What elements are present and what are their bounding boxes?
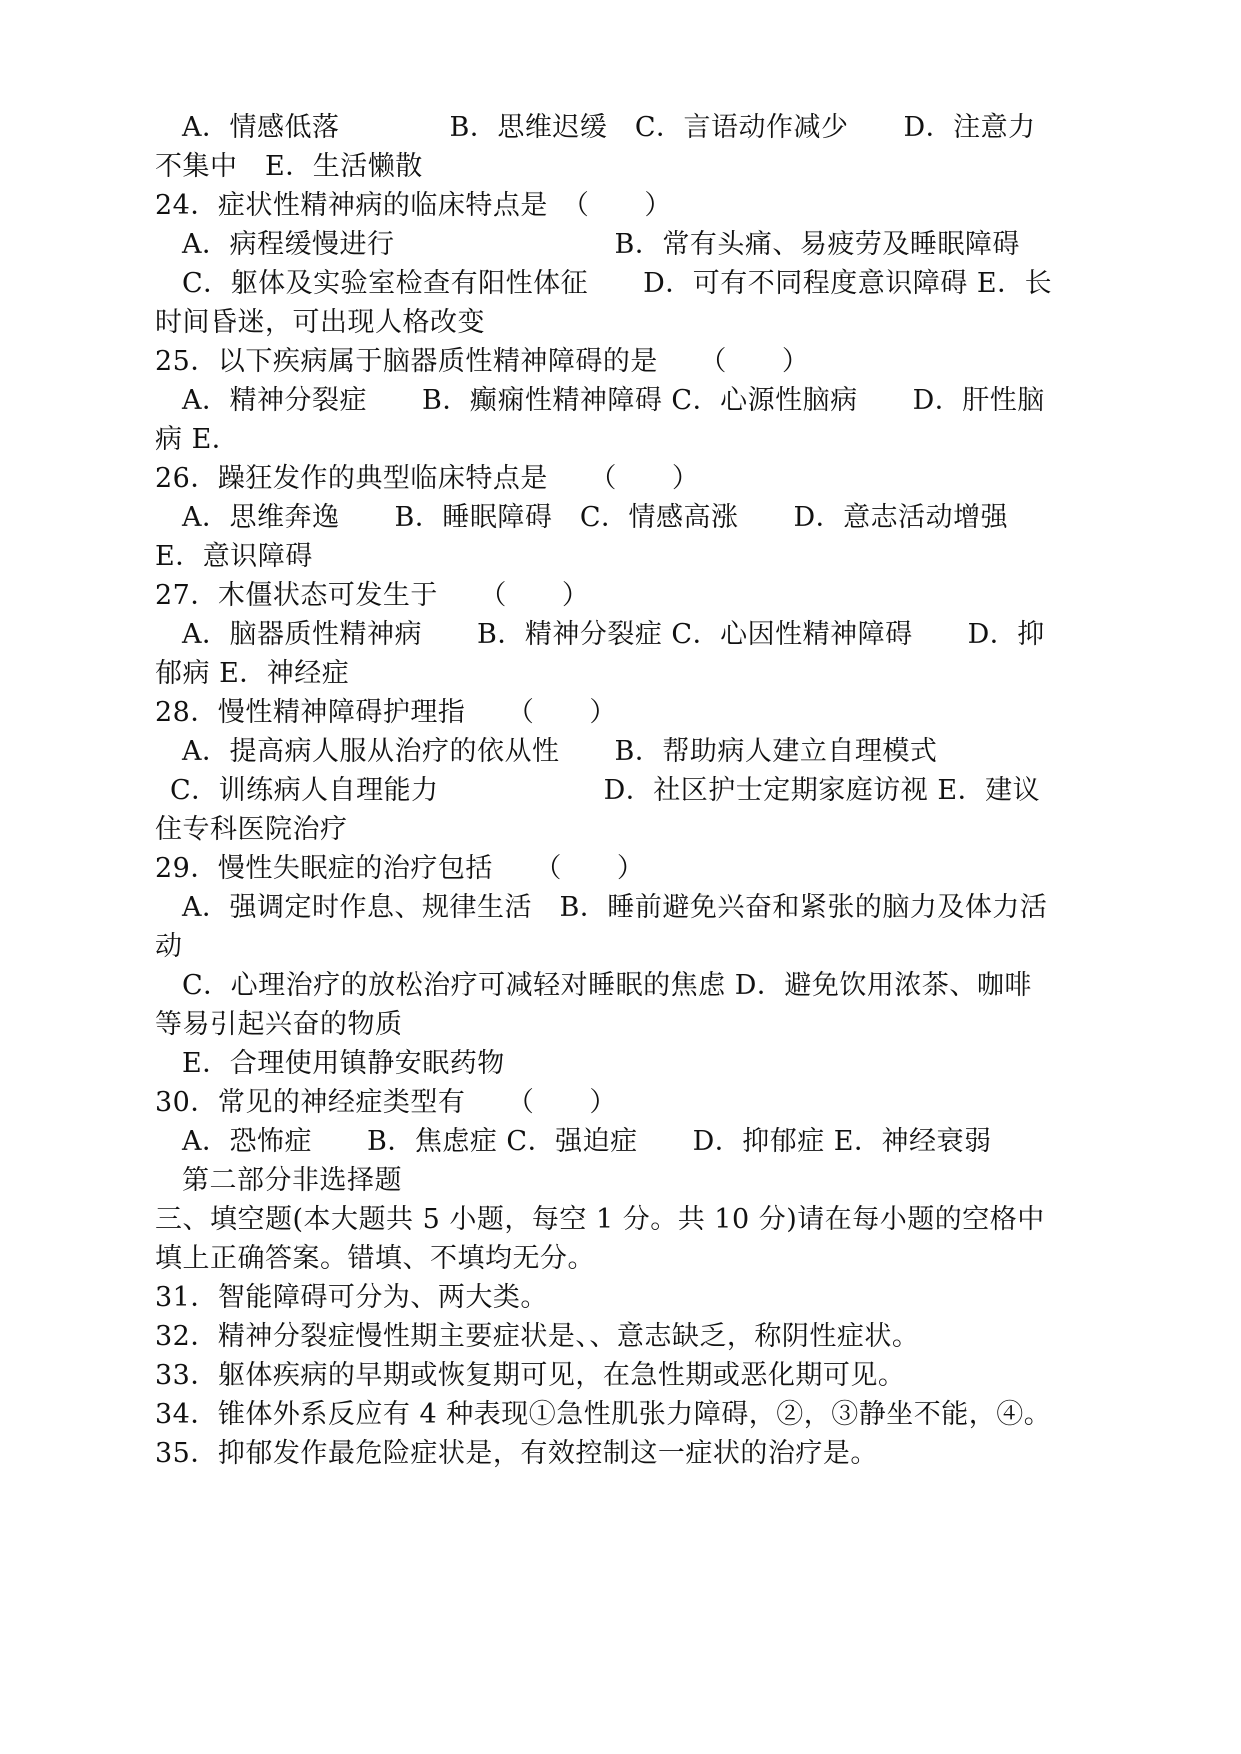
option-line: 病 E．	[155, 424, 240, 455]
section-heading: 第二部分非选择题	[182, 1165, 402, 1196]
section-instructions: 三、填空题(本大题共 5 小题，每空 1 分。共 10 分)请在每小题的空格中	[155, 1204, 1045, 1235]
question-32: 32．精神分裂症慢性期主要症状是、、意志缺乏，称阴性症状。	[155, 1321, 920, 1352]
option-line: 等易引起兴奋的物质	[155, 1009, 403, 1040]
option-line: A．强调定时作息、规律生活 B．睡前避免兴奋和紧张的脑力及体力活	[182, 892, 1048, 923]
question-29: 29．慢性失眠症的治疗包括 （ ）	[155, 853, 645, 884]
question-24: 24．症状性精神病的临床特点是 （ ）	[155, 190, 672, 221]
option-line: E．合理使用镇静安眠药物	[182, 1048, 505, 1079]
question-28: 28．慢性精神障碍护理指 （ ）	[155, 697, 617, 728]
option-line: E．意识障碍	[155, 541, 313, 572]
question-27: 27．木僵状态可发生于 （ ）	[155, 580, 590, 611]
option-line: C．心理治疗的放松治疗可减轻对睡眠的焦虑 D．避免饮用浓茶、咖啡	[182, 970, 1032, 1001]
question-26: 26．躁狂发作的典型临床特点是 （ ）	[155, 463, 700, 494]
question-34: 34．锥体外系反应有 4 种表现①急性肌张力障碍，②，③静坐不能，④。	[155, 1399, 1052, 1430]
question-33: 33．躯体疾病的早期或恢复期可见，在急性期或恶化期可见。	[155, 1360, 906, 1391]
option-line: A．病程缓慢进行 B．常有头痛、易疲劳及睡眠障碍	[182, 229, 1020, 260]
option-line: 动	[155, 931, 183, 962]
question-35: 35．抑郁发作最危险症状是，有效控制这一症状的治疗是。	[155, 1438, 878, 1469]
option-line: 郁病 E．神经症	[155, 658, 350, 689]
option-line: A．提高病人服从治疗的依从性 B．帮助病人建立自理模式	[182, 736, 938, 767]
question-30: 30．常见的神经症类型有 （ ）	[155, 1087, 617, 1118]
question-25: 25．以下疾病属于脑器质性精神障碍的是 （ ）	[155, 346, 810, 377]
section-instructions: 填上正确答案。错填、不填均无分。	[155, 1243, 595, 1274]
option-line: 不集中 E．生活懒散	[155, 151, 423, 182]
option-line: 住专科医院治疗	[155, 814, 348, 845]
option-line: C．躯体及实验室检查有阳性体征 D．可有不同程度意识障碍 E．长	[182, 268, 1053, 299]
option-line: A．恐怖症 B．焦虑症 C．强迫症 D．抑郁症 E．神经衰弱	[182, 1126, 992, 1157]
question-31: 31．智能障碍可分为、两大类。	[155, 1282, 548, 1313]
option-line: A．脑器质性精神病 B．精神分裂症 C．心因性精神障碍 D．抑	[182, 619, 1045, 650]
option-line: A．情感低落 B．思维迟缓 C．言语动作减少 D．注意力	[182, 112, 1036, 143]
option-line: 时间昏迷，可出现人格改变	[155, 307, 485, 338]
option-line: A．精神分裂症 B．癫痫性精神障碍 C．心源性脑病 D．肝性脑	[182, 385, 1045, 416]
option-line: C．训练病人自理能力 D．社区护士定期家庭访视 E．建议	[170, 775, 1041, 806]
option-line: A．思维奔逸 B．睡眠障碍 C．情感高涨 D．意志活动增强	[182, 502, 1009, 533]
